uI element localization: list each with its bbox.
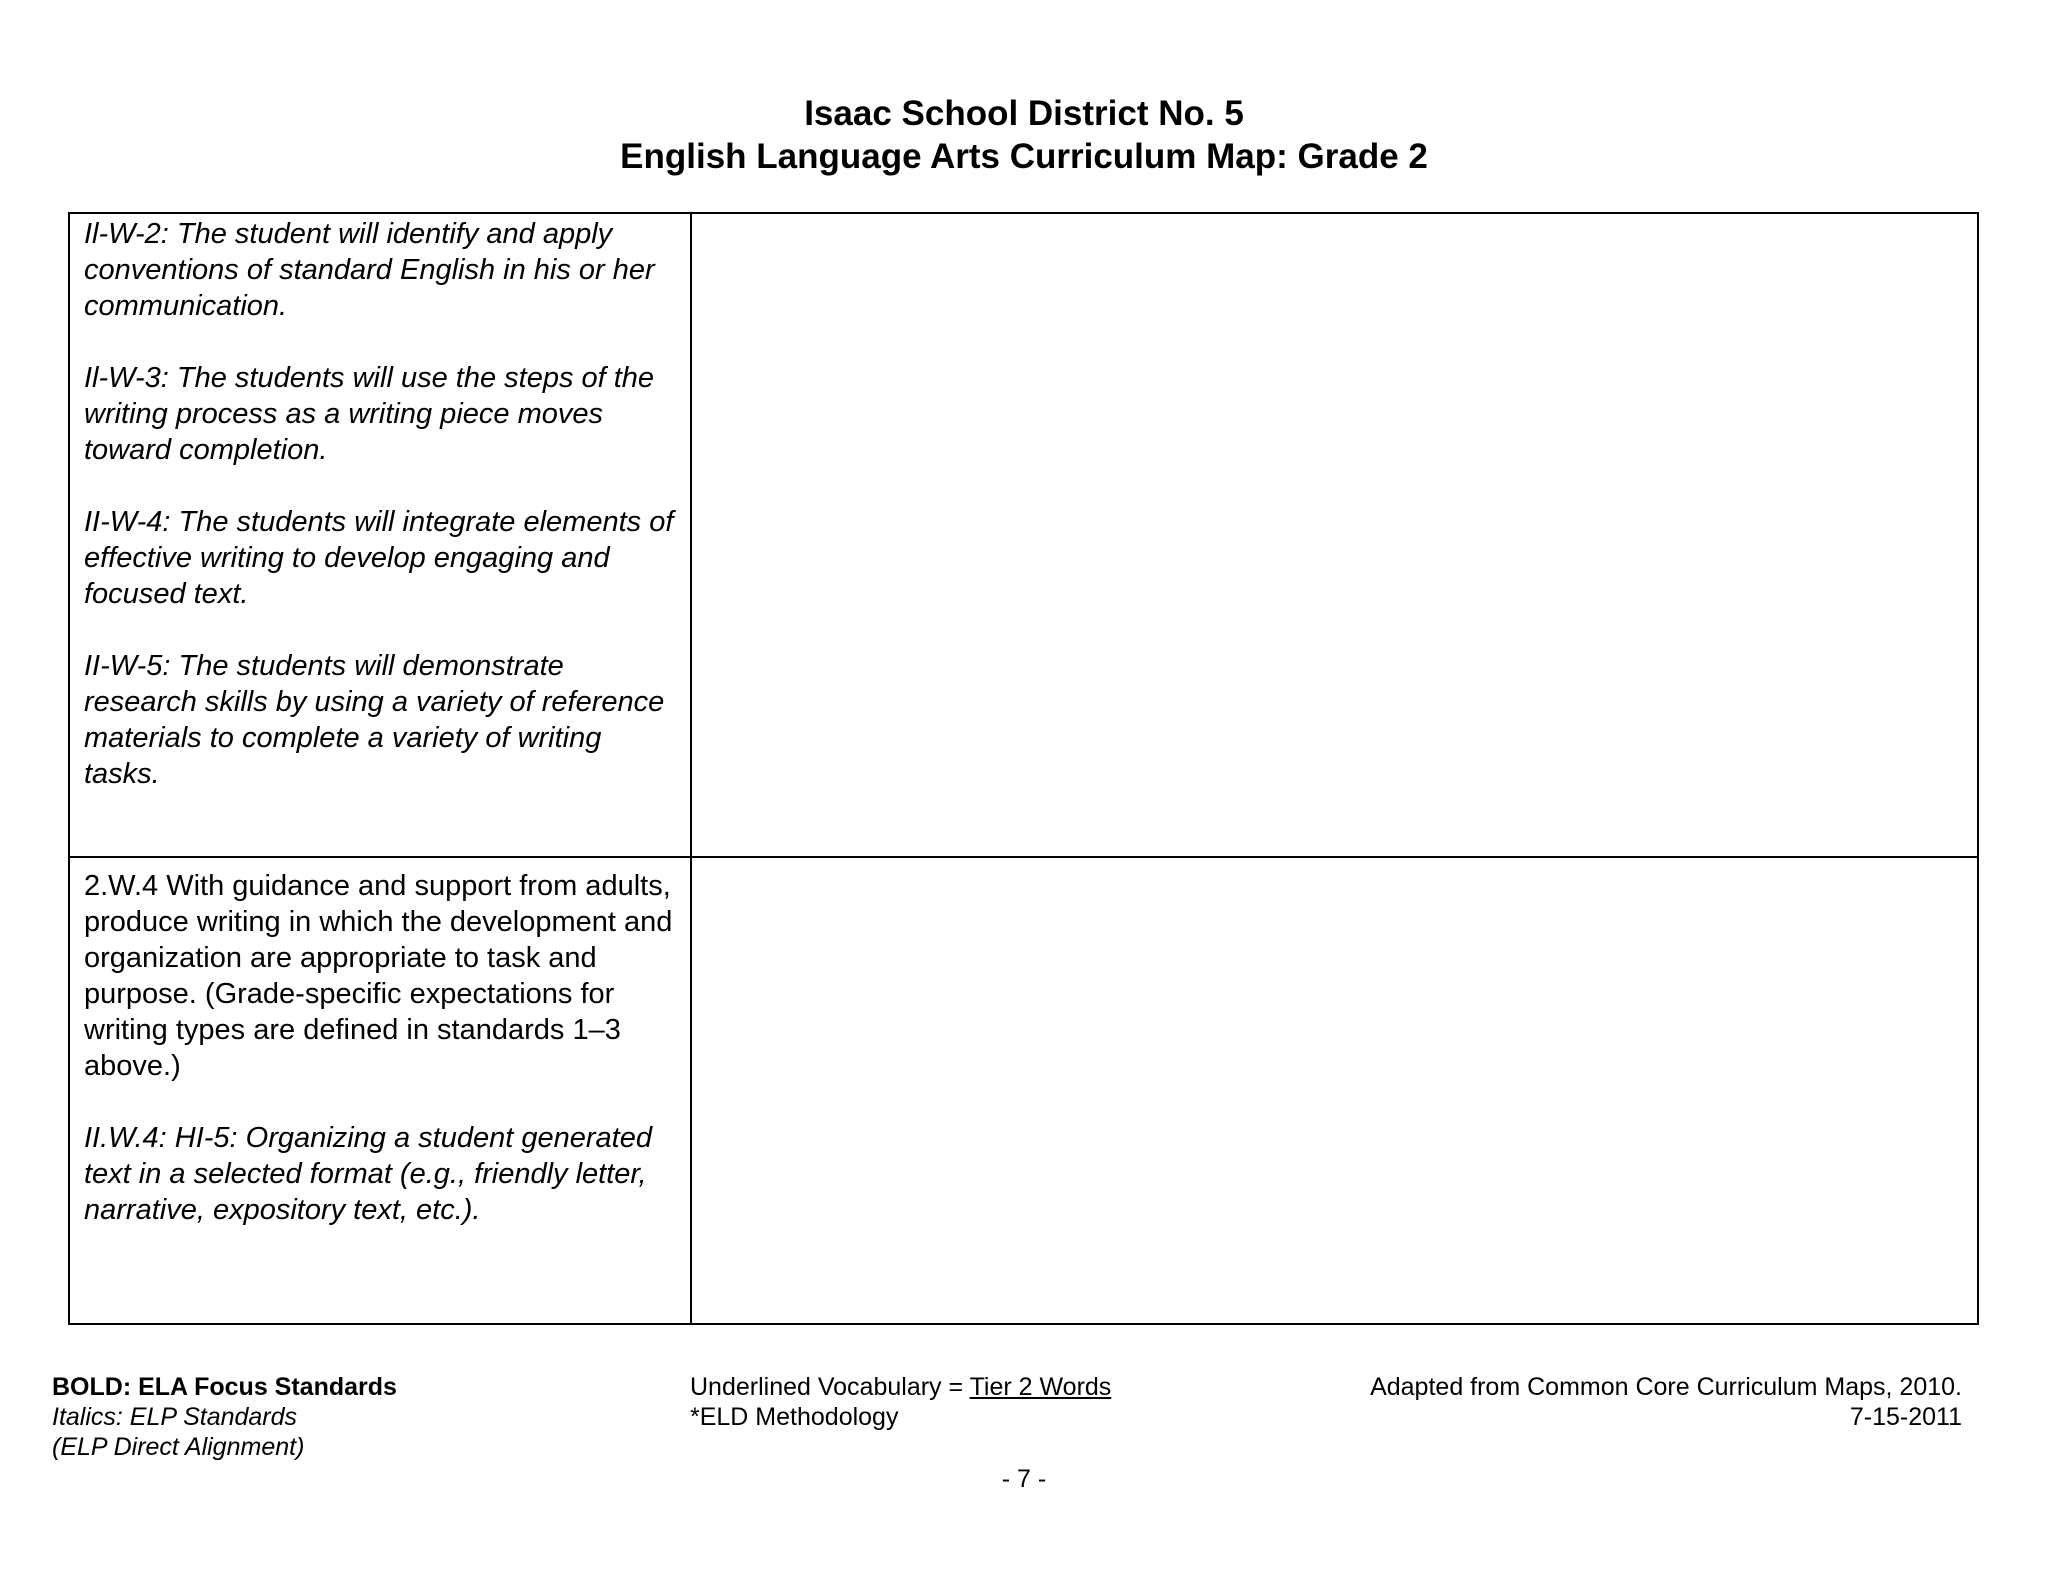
legend-bold: BOLD: ELA Focus Standards [52, 1373, 397, 1401]
district-title: Isaac School District No. 5 [804, 94, 1244, 133]
footer-source [1370, 1372, 1962, 1432]
page-header [0, 92, 2048, 178]
notes-cell [691, 213, 1978, 857]
footer-vocabulary [690, 1372, 1111, 1432]
curriculum-map-table [68, 212, 1979, 1325]
legend-alignment: (ELP Direct Alignment) [52, 1433, 305, 1461]
standard-paragraph: Il-W-3: The students will use the steps of the writing process as a writing piece moves toward completion. [84, 362, 655, 466]
source-credit: Adapted from Common Core Curriculum Maps, 2010. [1370, 1373, 1962, 1401]
standards-cell [69, 213, 691, 857]
legend-italics: Italics: ELP Standards [52, 1403, 298, 1431]
standard-paragraph: Il-W-2: The student will identify and apply conventions of standard English in his or her communication. [84, 218, 655, 322]
curriculum-map-title: English Language Arts Curriculum Map: Grade 2 [620, 137, 1428, 176]
notes-cell [691, 857, 1978, 1324]
vocabulary-prefix: Underlined Vocabulary = [690, 1373, 970, 1401]
standard-paragraph: 2.W.4 With guidance and support from adults, produce writing in which the development and organization are appropriate to task and purpose. (Grade-specific expectations for writing types are defined in standards 1–3 above.) [84, 870, 673, 1082]
document-date: 7-15-2011 [1849, 1403, 1962, 1431]
table-row [69, 857, 1978, 1324]
standards-cell [69, 857, 691, 1324]
standard-paragraph: II-W-5: The students will demonstrate research skills by using a variety of reference materials to complete a variety of writing tasks. [84, 650, 665, 790]
table-row [69, 213, 1978, 857]
footer-legend [52, 1372, 397, 1462]
page-number: - 7 - [1001, 1465, 1047, 1493]
tier-2-words: Tier 2 Words [969, 1373, 1112, 1401]
standard-paragraph: II.W.4: HI-5: Organizing a student generated text in a selected format (e.g., friendly letter, narrative, expository text, etc.). [84, 1122, 652, 1226]
notes-cell-text [692, 214, 1977, 216]
vocabulary-legend [690, 1372, 1111, 1402]
standard-paragraph: II-W-4: The students will integrate elements of effective writing to develop engaging and focused text. [84, 506, 674, 610]
notes-cell-text [692, 858, 1977, 868]
eld-methodology: *ELD Methodology [690, 1403, 899, 1431]
